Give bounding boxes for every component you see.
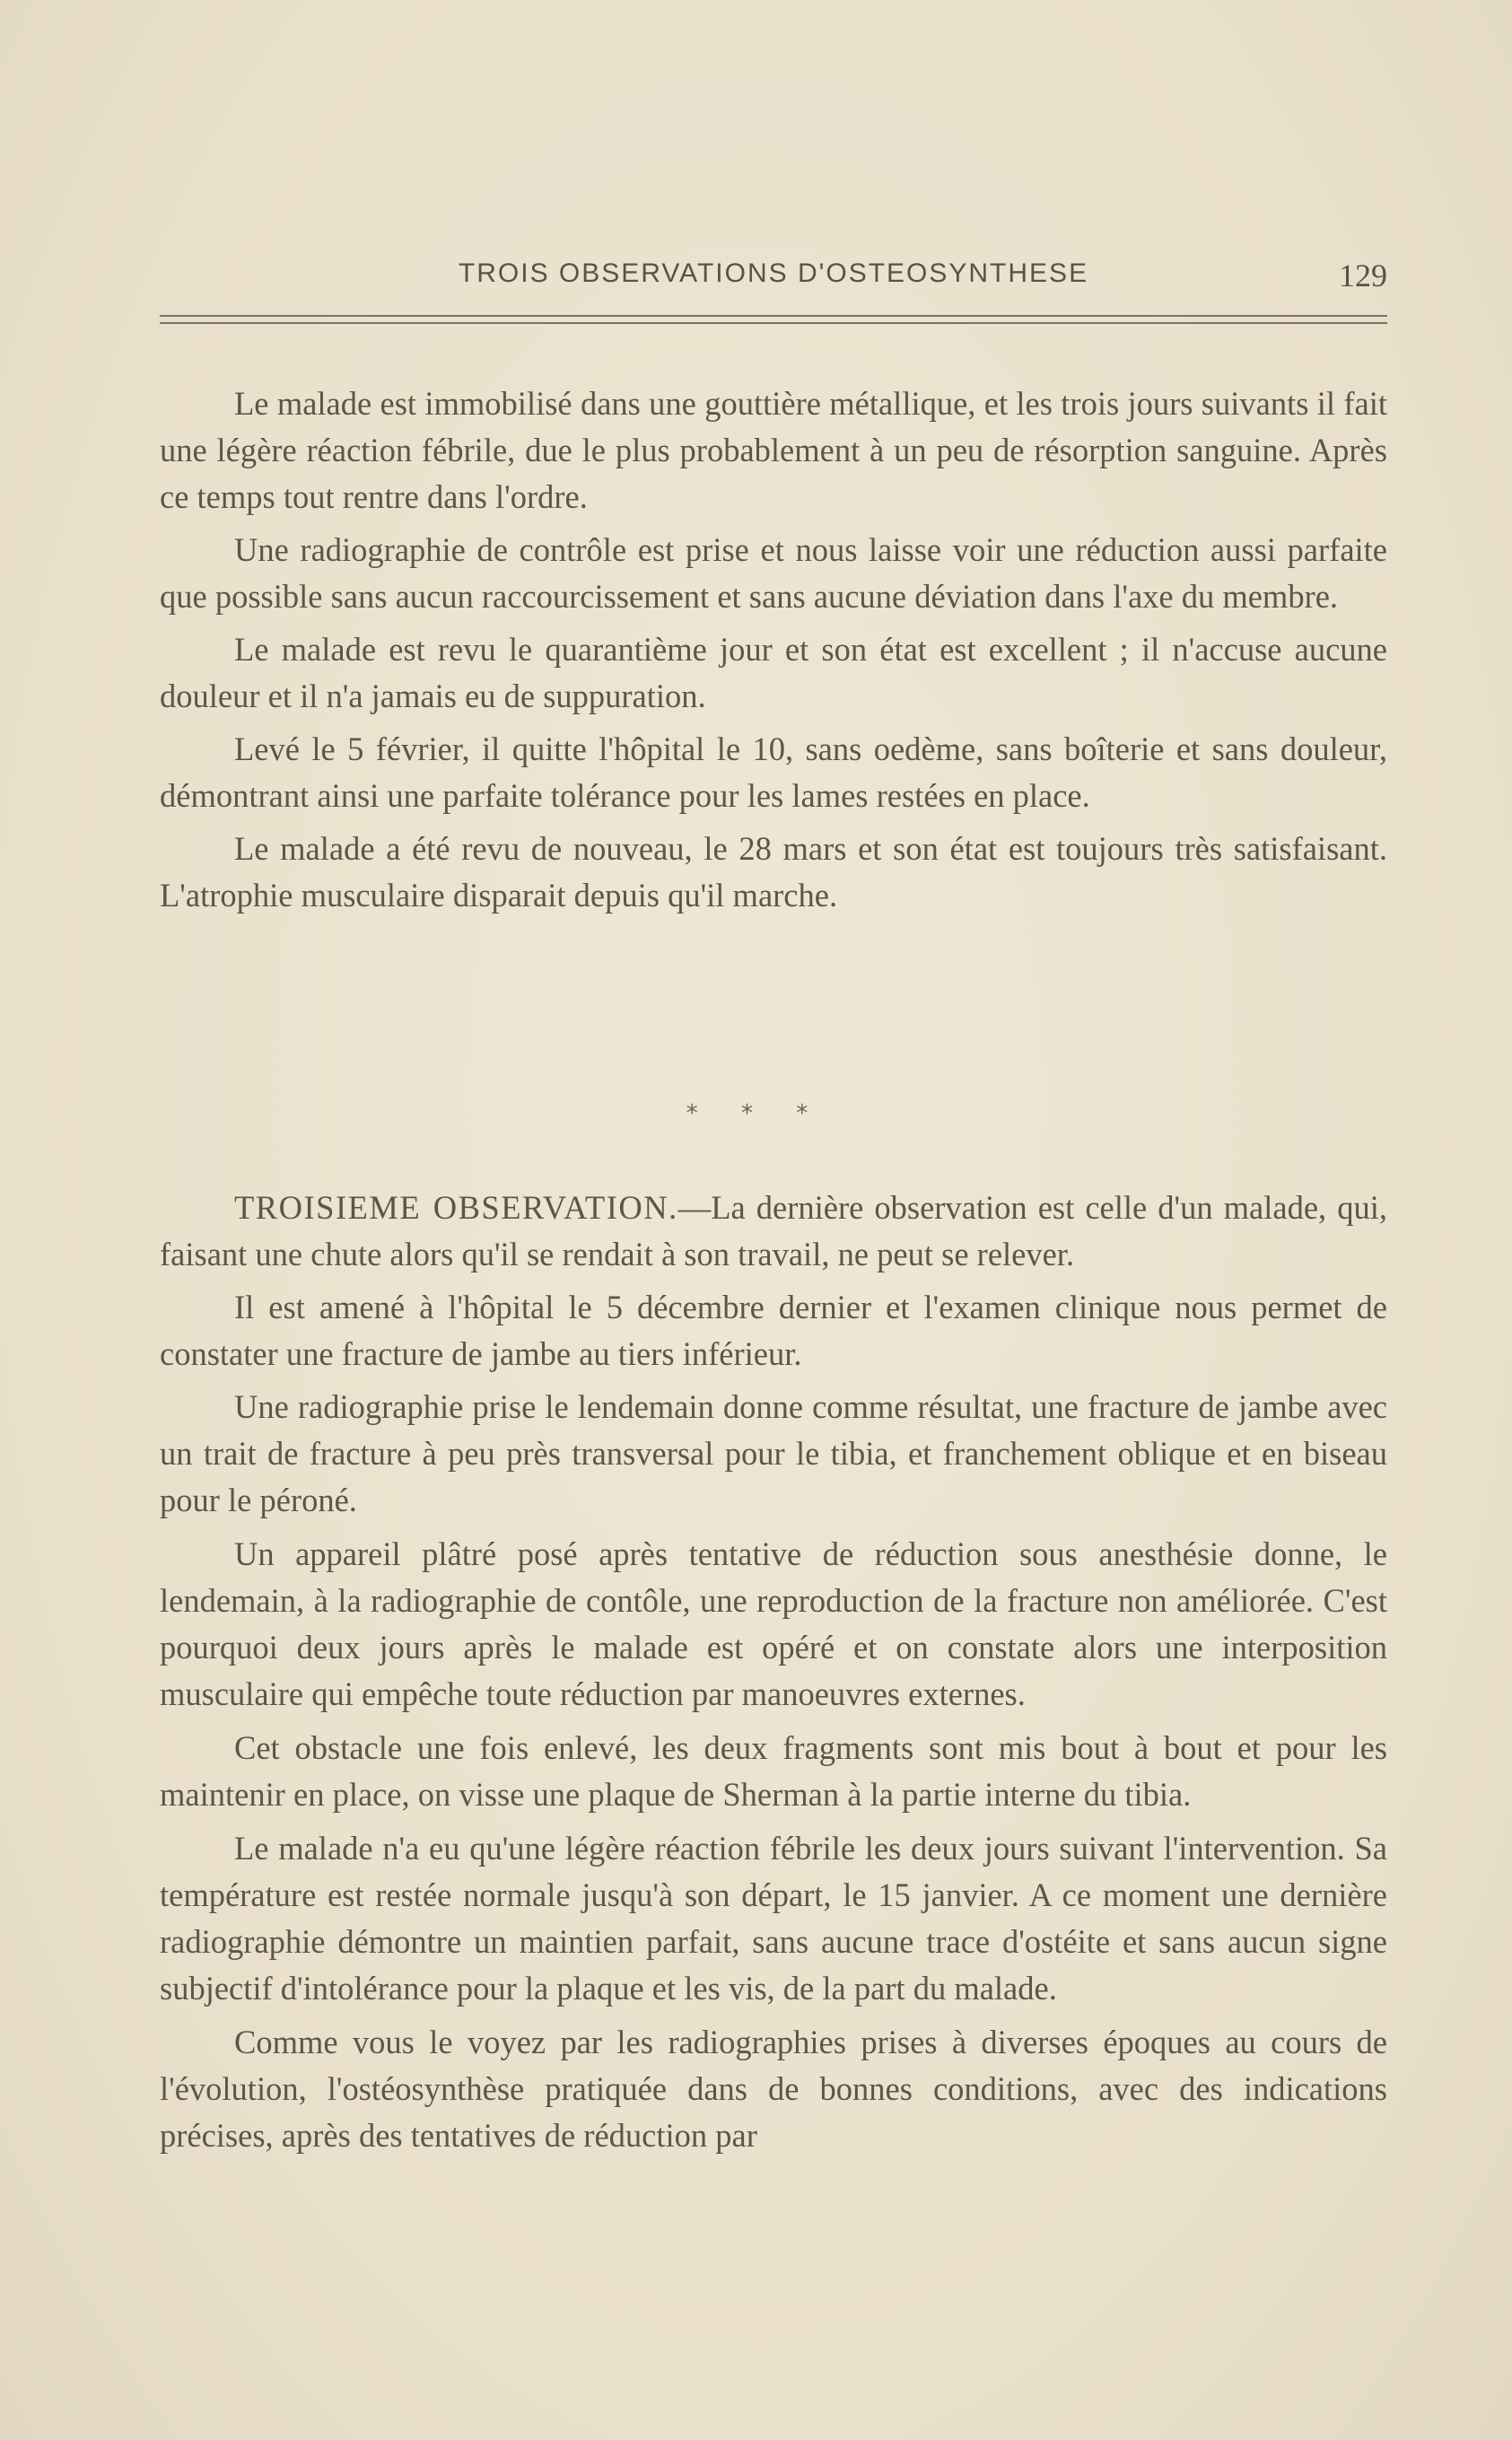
- paragraph: Levé le 5 février, il quitte l'hôpital le 10, sans oedème, sans boîterie et sans douleur, démontrant ainsi une parfaite tolérance pour les lames restées en place.: [160, 730, 1387, 814]
- section-separator: * * *: [686, 1100, 826, 1127]
- paragraph: Le malade a été revu de nouveau, le 28 mars et son état est toujours très satisfaisant. L'atrophie musculaire disparait depuis qu'il marche.: [160, 830, 1387, 914]
- body-text-part2: [160, 1185, 1387, 2159]
- body-text-part1: [160, 380, 1387, 919]
- paragraph: Comme vous le voyez par les radiographies prises à diverses époques au cours de l'évolution, l'ostéosynthèse pratiquée dans de bonnes conditions, avec des indications précises, après des tentatives de réduction par: [160, 2024, 1387, 2154]
- running-head: TROIS OBSERVATIONS D'OSTEOSYNTHESE: [458, 258, 1089, 288]
- page-number: 129: [1339, 258, 1387, 293]
- paragraph: Un appareil plâtré posé après tentative de réduction sous anesthésie donne, le lendemain, à la radiographie de contôle, une reproduction de la fracture non améliorée. C'est pourquoi deux jours après le malade est opéré et on constate alors une interposition musculaire qui empêche toute réduction par manoeuvres externes.: [160, 1535, 1387, 1712]
- section-opening-paragraph: [160, 1185, 1387, 1278]
- paragraph: Une radiographie de contrôle est prise et nous laisse voir une réduction aussi parfaite que possible sans aucun raccourcissement et sans aucune déviation dans l'axe du membre.: [160, 531, 1387, 615]
- paragraph: Le malade est revu le quarantième jour et son état est excellent ; il n'accuse aucune douleur et il n'a jamais eu de suppuration.: [160, 631, 1387, 714]
- paragraph: Le malade est immobilisé dans une gouttière métallique, et les trois jours suivants il fait une légère réaction fébrile, due le plus probablement à un peu de résorption sanguine. Après ce temps tout rentre dans l'ordre.: [160, 385, 1387, 515]
- paragraph: Il est amené à l'hôpital le 5 décembre dernier et l'examen clinique nous permet de constater une fracture de jambe au tiers inférieur.: [160, 1289, 1387, 1372]
- paragraph: Une radiographie prise le lendemain donne comme résultat, une fracture de jambe avec un trait de fracture à peu près transversal pour le tibia, et franchement oblique et en biseau pour le péroné.: [160, 1388, 1387, 1518]
- section-title: TROISIEME OBSERVATION.: [234, 1189, 678, 1226]
- paragraph: Le malade n'a eu qu'une légère réaction fébrile les deux jours suivant l'intervention. Sa température est restée normale jusqu'à son départ, le 15 janvier. A ce moment une dernière radiographie démontre un maintien parfait, sans aucune trace d'ostéite et sans aucun signe subjectif d'intolérance pour la plaque et les vis, de la part du malade.: [160, 1830, 1387, 2007]
- header-rule-bottom: [160, 322, 1387, 324]
- section-title-continuation: —La dernière observation est celle d'un malade, qui, faisant une chute alors qu'il se rendait à son travail, ne peut se relever.: [160, 1189, 1387, 1272]
- header-rule-top: [160, 315, 1387, 317]
- paragraph: Cet obstacle une fois enlevé, les deux fragments sont mis bout à bout et pour les maintenir en place, on visse une plaque de Sherman à la partie interne du tibia.: [160, 1729, 1387, 1813]
- page-header: [160, 258, 1387, 305]
